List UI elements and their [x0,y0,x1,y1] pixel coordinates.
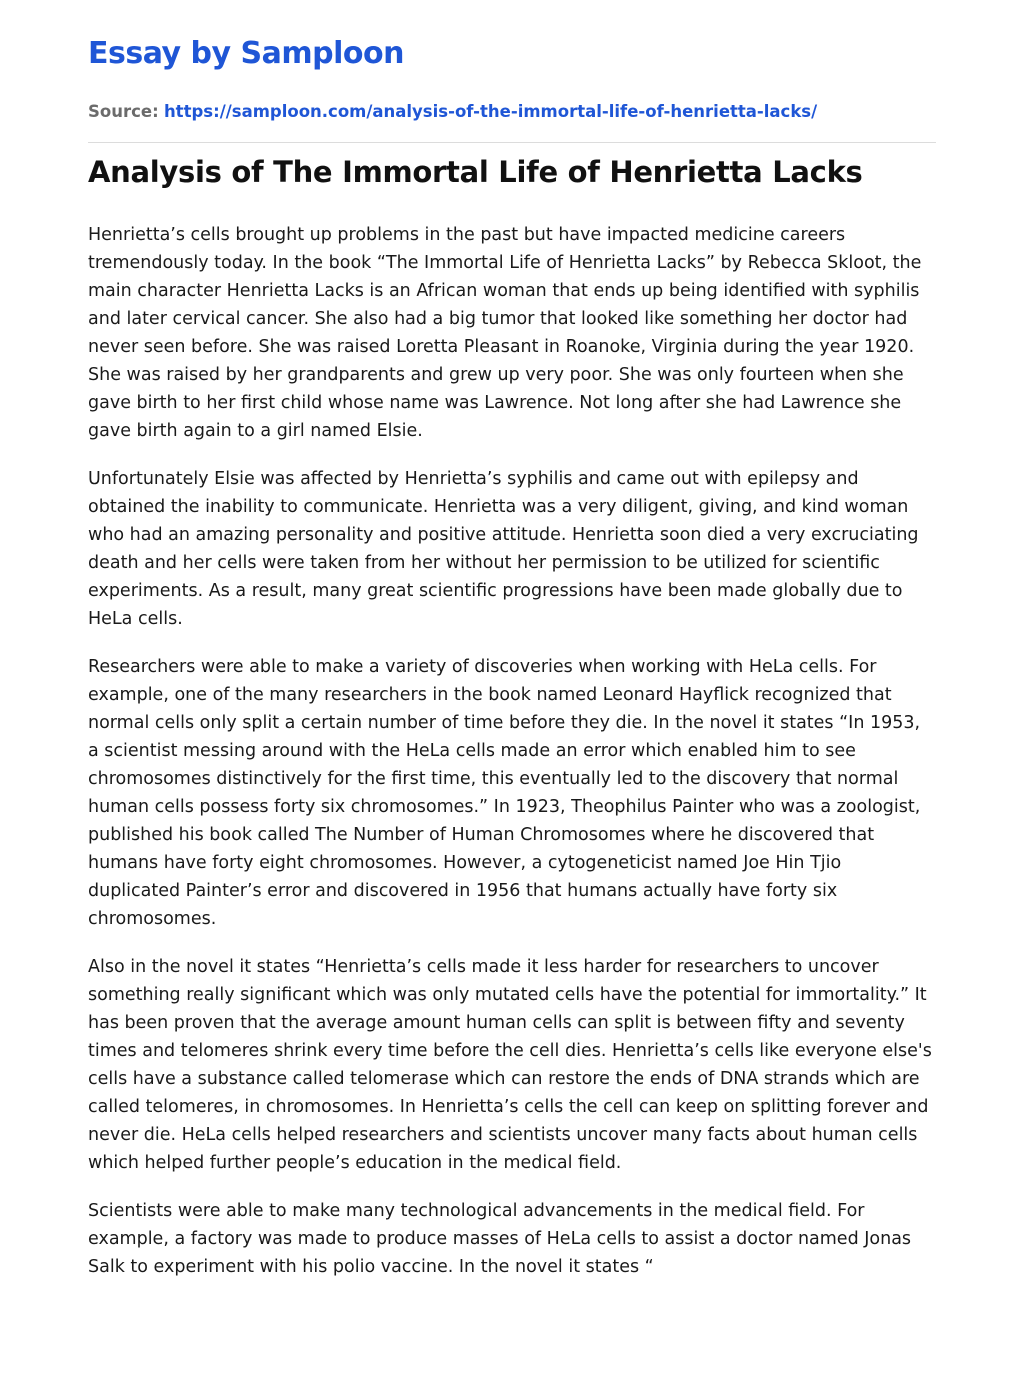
essay-body [88,221,936,1301]
essay-paragraph: Henrietta’s cells brought up problems in the past but have impacted medicine careers tremendously today. In the book “The Immortal Life of Henrietta Lacks” by Rebecca Skloot, the main character Henrietta Lacks is an African woman that ends up being identified with syphilis and later cervical cancer. She also had a big tumor that looked like something her doctor had never seen before. She was raised Loretta Pleasant in Roanoke, Virginia during the year 1920. She was raised by her grandparents and grew up very poor. She was only fourteen when she gave birth to her first child whose name was Lawrence. Not long after she had Lawrence she gave birth again to a girl named Elsie. [88,225,922,441]
essay-title: Analysis of The Immortal Life of Henrietta Lacks [88,155,863,189]
essay-paragraph: Researchers were able to make a variety of discoveries when working with HeLa cells. For example, one of the many researchers in the book named Leonard Hayflick recognized that normal cells only split a certain number of time before they die. In the novel it states “In 1953, a scientist messing around with the HeLa cells made an error which enabled him to see chromosomes distinctively for the first time, this eventually led to the discovery that normal human cells possess forty six chromosomes.” In 1923, Theophilus Painter who was a zoologist, published his book called The Number of Human Chromosomes where he discovered that humans have forty eight chromosomes. However, a cytogeneticist named Joe Hin Tjio duplicated Painter’s error and discovered in 1956 that humans actually have forty six chromosomes. [88,657,921,929]
essay-paragraph: Also in the novel it states “Henrietta’s cells made it less harder for researchers to uncover something really significant which was only mutated cells have the potential for immortality.” It has been proven that the average amount human cells can split is between fifty and seventy times and telomeres shrink every time before the cell dies. Henrietta’s cells like everyone else's cells have a substance called telomerase which can restore the ends of DNA strands which are called telomeres, in chromosomes. In Henrietta’s cells the cell can keep on splitting forever and never die. HeLa cells helped researchers and scientists uncover many facts about human cells which helped further people’s education in the medical field. [88,957,932,1173]
essay-paragraph: Scientists were able to make many technological advancements in the medical field. For example, a factory was made to produce masses of HeLa cells to assist a doctor named Jonas Salk to experiment with his polio vaccine. In the novel it states “ [88,1201,912,1277]
header-divider [88,142,936,143]
source-line [88,102,817,121]
brand-title[interactable]: Essay by Samploon [88,36,404,71]
essay-paragraph: Unfortunately Elsie was affected by Henrietta’s syphilis and came out with epilepsy and obtained the inability to communicate. Henrietta was a very diligent, giving, and kind woman who had an amazing personality and positive attitude. Henrietta soon died a very excruciating death and her cells were taken from her without her permission to be utilized for scientific experiments. As a result, many great scientific progressions have been made globally due to HeLa cells. [88,469,919,629]
source-link[interactable]: https://samploon.com/analysis-of-the-immortal-life-of-henrietta-lacks/ [163,102,818,121]
source-label: Source: [88,102,159,121]
